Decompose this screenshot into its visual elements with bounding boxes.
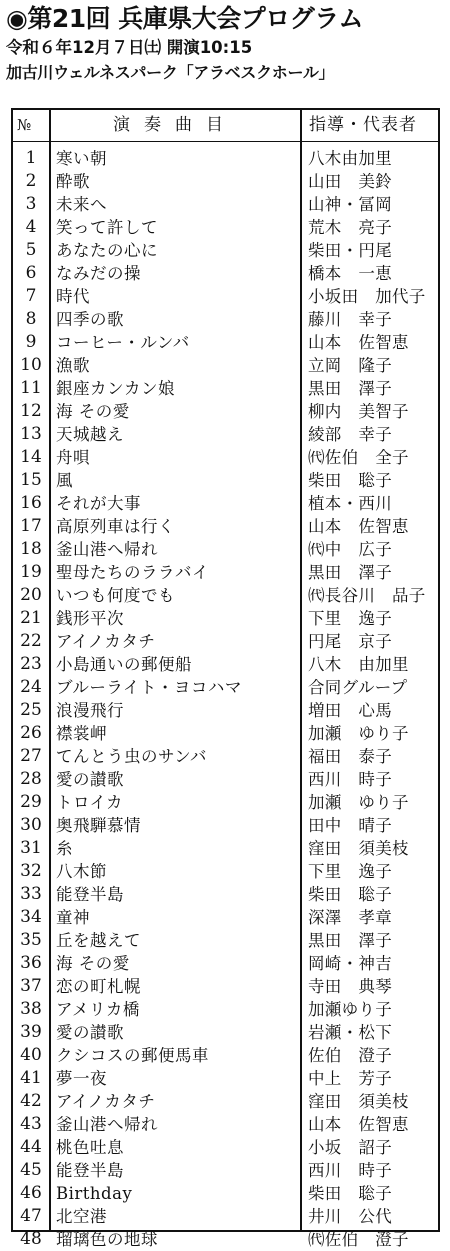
- table-row: [13, 837, 438, 860]
- song-title: なみだの操: [56, 264, 141, 283]
- row-number: 43: [20, 1114, 42, 1134]
- row-number: 6: [25, 263, 37, 283]
- row-number: 41: [20, 1068, 42, 1088]
- table-row: [13, 607, 438, 630]
- song-title: 四季の歌: [56, 310, 124, 329]
- table-row: [13, 584, 438, 607]
- row-number: 46: [20, 1183, 42, 1203]
- song-title: 高原列車は行く: [56, 517, 175, 536]
- song-title: 愛の讃歌: [56, 770, 124, 789]
- table-row: [13, 699, 438, 722]
- table-row: [13, 1090, 438, 1113]
- table-row: [13, 1021, 438, 1044]
- performer-name: 円尾 京子: [308, 632, 392, 651]
- song-title: 風: [56, 471, 73, 490]
- song-title: 銀座カンカン娘: [56, 379, 175, 398]
- row-number: 11: [20, 378, 42, 398]
- song-title: 浪漫飛行: [56, 701, 124, 720]
- row-number: 7: [25, 286, 37, 306]
- performer-name: 柴田 聡子: [308, 1184, 392, 1203]
- table-row: [13, 469, 438, 492]
- header-performer: 指導・代表者: [309, 115, 417, 135]
- row-number: 10: [20, 355, 42, 375]
- performer-name: 西川 時子: [308, 1161, 392, 1180]
- table-row: [13, 1044, 438, 1067]
- song-title: 奥飛騨慕情: [56, 816, 141, 835]
- program-title: ◉第21回 兵庫県大会プログラム: [6, 4, 364, 33]
- table-row: [13, 883, 438, 906]
- row-number: 14: [20, 447, 42, 467]
- song-title: 八木節: [56, 862, 107, 881]
- song-title: それが大事: [56, 494, 141, 513]
- row-number: 9: [25, 332, 37, 352]
- row-number: 40: [20, 1045, 42, 1065]
- performer-name: ㈹長谷川 品子: [308, 586, 426, 605]
- table-row: [13, 745, 438, 768]
- performer-name: 加瀬ゆり子: [308, 1000, 392, 1019]
- row-number: 24: [20, 677, 42, 697]
- song-title: 童神: [56, 908, 90, 927]
- row-number: 23: [20, 654, 42, 674]
- row-number: 26: [20, 723, 42, 743]
- performer-name: 加瀬 ゆり子: [308, 724, 409, 743]
- program-table: [11, 108, 440, 1249]
- row-number: 37: [20, 976, 42, 996]
- row-number: 16: [20, 493, 42, 513]
- table-row: [13, 630, 438, 653]
- table-row: [13, 354, 438, 377]
- performer-name: 西川 時子: [308, 770, 392, 789]
- table-body: [13, 147, 438, 1251]
- song-title: 糸: [56, 839, 73, 858]
- performer-name: ㈹中 広子: [308, 540, 392, 559]
- song-title: 銭形平次: [56, 609, 124, 628]
- row-number: 42: [20, 1091, 42, 1111]
- performer-name: 柴田 聡子: [308, 885, 392, 904]
- performer-name: 植本・西川: [308, 494, 392, 513]
- row-number: 31: [20, 838, 42, 858]
- row-number: 47: [20, 1206, 42, 1226]
- table-row: [13, 768, 438, 791]
- table-row: [13, 1113, 438, 1136]
- table-row: [13, 446, 438, 469]
- performer-name: 山神・冨岡: [308, 195, 392, 214]
- table-row: [13, 722, 438, 745]
- row-number: 36: [20, 953, 42, 973]
- row-number: 2: [25, 171, 37, 191]
- performer-name: 立岡 隆子: [308, 356, 392, 375]
- song-title: 愛の讃歌: [56, 1023, 124, 1042]
- performer-name: 深澤 孝章: [308, 908, 392, 927]
- performer-name: 岡崎・神吉: [308, 954, 392, 973]
- performer-name: 八木 由加里: [308, 655, 409, 674]
- row-number: 3: [25, 194, 37, 214]
- table-row: [13, 791, 438, 814]
- event-date-time: 令和６年12月７日㈯ 開演10:15: [6, 38, 253, 57]
- row-number: 48: [20, 1229, 42, 1249]
- row-number: 39: [20, 1022, 42, 1042]
- performer-name: 黒田 澤子: [308, 931, 392, 950]
- header-number: №: [17, 116, 32, 134]
- table-row: [13, 860, 438, 883]
- performer-name: 加瀬 ゆり子: [308, 793, 409, 812]
- performer-name: 山本 佐智恵: [308, 333, 409, 352]
- performer-name: 綾部 幸子: [308, 425, 392, 444]
- row-number: 34: [20, 907, 42, 927]
- table-row: [13, 308, 438, 331]
- table-row: [13, 239, 438, 262]
- performer-name: 合同グループ: [308, 678, 408, 697]
- performer-name: 窪田 須美枝: [308, 839, 409, 858]
- song-title: 酔歌: [56, 172, 90, 191]
- song-title: 瑠璃色の地球: [56, 1230, 158, 1249]
- performer-name: 寺田 典琴: [308, 977, 392, 996]
- song-title: 釜山港へ帰れ: [56, 540, 158, 559]
- table-row: [13, 1228, 438, 1251]
- table-row: [13, 1159, 438, 1182]
- performer-name: 増田 心馬: [308, 701, 392, 720]
- row-number: 33: [20, 884, 42, 904]
- song-title: 時代: [56, 287, 90, 306]
- table-row: [13, 1067, 438, 1090]
- performer-name: ㈹佐伯 全子: [308, 448, 409, 467]
- table-row: [13, 929, 438, 952]
- table-row: [13, 952, 438, 975]
- performer-name: 井川 公代: [308, 1207, 392, 1226]
- performer-name: 柴田 聡子: [308, 471, 392, 490]
- performer-name: 小坂田 加代子: [308, 287, 426, 306]
- table-row: [13, 377, 438, 400]
- table-row: [13, 492, 438, 515]
- program-header: [6, 4, 446, 86]
- row-number: 32: [20, 861, 42, 881]
- song-title: 海 その愛: [56, 954, 130, 973]
- table-row: [13, 285, 438, 308]
- song-title: 能登半島: [56, 885, 124, 904]
- row-number: 19: [20, 562, 42, 582]
- song-title: 漁歌: [56, 356, 90, 375]
- song-title: クシコスの郵便馬車: [56, 1046, 209, 1065]
- row-number: 27: [20, 746, 42, 766]
- performer-name: 田中 晴子: [308, 816, 392, 835]
- row-number: 8: [25, 309, 37, 329]
- table-row: [13, 1182, 438, 1205]
- table-row: [13, 216, 438, 239]
- performer-name: 福田 泰子: [308, 747, 392, 766]
- table-row: [13, 147, 438, 170]
- table-row: [13, 1205, 438, 1228]
- table-row: [13, 998, 438, 1021]
- table-row: [13, 561, 438, 584]
- row-number: 1: [25, 148, 37, 168]
- row-number: 44: [20, 1137, 42, 1157]
- performer-name: 八木由加里: [308, 149, 392, 168]
- song-title: 寒い朝: [56, 149, 107, 168]
- table-row: [13, 814, 438, 837]
- table-row: [13, 515, 438, 538]
- performer-name: 山本 佐智恵: [308, 517, 409, 536]
- performer-name: 黒田 澤子: [308, 379, 392, 398]
- table-row: [13, 906, 438, 929]
- song-title: 舟唄: [56, 448, 90, 467]
- song-title: 襟裳岬: [56, 724, 107, 743]
- row-number: 21: [20, 608, 42, 628]
- row-number: 20: [20, 585, 42, 605]
- performer-name: 佐伯 澄子: [308, 1046, 392, 1065]
- song-title: 未来へ: [56, 195, 107, 214]
- performer-name: 岩瀬・松下: [308, 1023, 392, 1042]
- song-title: 夢一夜: [56, 1069, 107, 1088]
- row-number: 12: [20, 401, 42, 421]
- performer-name: 黒田 澤子: [308, 563, 392, 582]
- table-row: [13, 170, 438, 193]
- song-title: 丘を越えて: [56, 931, 141, 950]
- song-title: Birthday: [56, 1184, 133, 1203]
- song-title: 天城越え: [56, 425, 124, 444]
- table-row: [13, 423, 438, 446]
- song-title: てんとう虫のサンバ: [56, 747, 208, 766]
- row-number: 29: [20, 792, 42, 812]
- performer-name: 下里 逸子: [308, 609, 392, 628]
- table-row: [13, 331, 438, 354]
- performer-name: ㈹佐伯 澄子: [308, 1230, 409, 1249]
- song-title: 海 その愛: [56, 402, 130, 421]
- table-row: [13, 193, 438, 216]
- row-number: 5: [25, 240, 37, 260]
- table-row: [13, 262, 438, 285]
- performer-name: 中上 芳子: [308, 1069, 392, 1088]
- event-venue: 加古川ウェルネスパーク「アラベスクホール」: [6, 63, 335, 82]
- row-number: 18: [20, 539, 42, 559]
- performer-name: 山本 佐智恵: [308, 1115, 409, 1134]
- song-title: 北空港: [56, 1207, 107, 1226]
- song-title: あなたの心に: [56, 241, 158, 260]
- table-header: [13, 110, 438, 142]
- performer-name: 柴田・円尾: [308, 241, 392, 260]
- table-row: [13, 975, 438, 998]
- row-number: 35: [20, 930, 42, 950]
- performer-name: 橋本 一恵: [308, 264, 392, 283]
- song-title: 能登半島: [56, 1161, 124, 1180]
- performer-name: 下里 逸子: [308, 862, 392, 881]
- table-row: [13, 1136, 438, 1159]
- row-number: 22: [20, 631, 42, 651]
- song-title: 恋の町札幌: [56, 977, 141, 996]
- song-title: 桃色吐息: [56, 1138, 124, 1157]
- song-title: コーヒー・ルンバ: [56, 333, 190, 352]
- song-title: 笑って許して: [56, 218, 158, 237]
- performer-name: 山田 美鈴: [308, 172, 392, 191]
- header-song: 演奏曲目: [113, 115, 237, 135]
- song-title: いつも何度でも: [56, 586, 175, 605]
- song-title: ブルーライト・ヨコハマ: [56, 678, 242, 697]
- song-title: 釜山港へ帰れ: [56, 1115, 158, 1134]
- table-row: [13, 653, 438, 676]
- performer-name: 藤川 幸子: [308, 310, 392, 329]
- song-title: アメリカ橋: [56, 1000, 140, 1019]
- row-number: 17: [20, 516, 42, 536]
- performer-name: 柳内 美智子: [308, 402, 409, 421]
- row-number: 4: [25, 217, 37, 237]
- row-number: 15: [20, 470, 42, 490]
- table-row: [13, 676, 438, 699]
- song-title: アイノカタチ: [56, 1092, 156, 1111]
- row-number: 38: [20, 999, 42, 1019]
- table-row: [13, 400, 438, 423]
- row-number: 28: [20, 769, 42, 789]
- performer-name: 小坂 詔子: [308, 1138, 392, 1157]
- performer-name: 窪田 須美枝: [308, 1092, 409, 1111]
- row-number: 25: [20, 700, 42, 720]
- table-row: [13, 538, 438, 561]
- row-number: 13: [20, 424, 42, 444]
- performer-name: 荒木 亮子: [308, 218, 392, 237]
- song-title: 小島通いの郵便船: [56, 655, 192, 674]
- song-title: アイノカタチ: [56, 632, 156, 651]
- song-title: 聖母たちのララバイ: [56, 563, 209, 582]
- row-number: 45: [20, 1160, 42, 1180]
- song-title: トロイカ: [56, 793, 124, 812]
- row-number: 30: [20, 815, 42, 835]
